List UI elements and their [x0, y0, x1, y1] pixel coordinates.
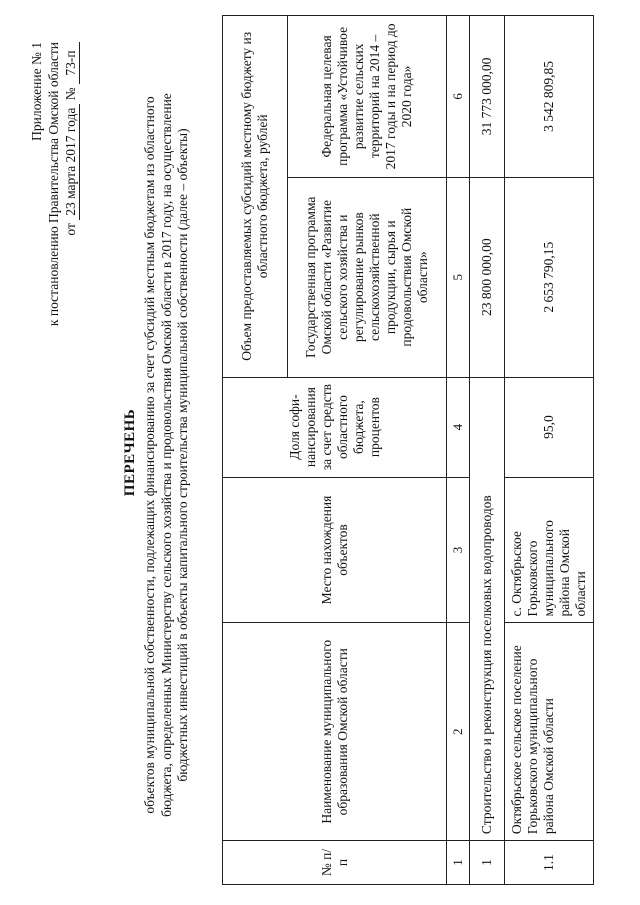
- section-federal-total: 31 773 000,00: [470, 16, 505, 178]
- column-number-row: [447, 16, 470, 885]
- row-location: с. Октябрьское Горьковского муниципального района Омской области: [505, 477, 594, 623]
- col-number: 4: [447, 377, 470, 477]
- annex-block: [28, 42, 80, 326]
- annex-date-line: [62, 42, 80, 326]
- annex-title: Приложение № 1: [29, 42, 44, 141]
- col-number: 6: [447, 16, 470, 178]
- objects-table: [222, 15, 594, 885]
- row-federal: 3 542 809,85: [505, 16, 594, 178]
- row-municipality: Октябрьское сельское поселение Горьковского муниципального района Омской области: [505, 623, 594, 841]
- annex-date: 23 марта 2017 года: [62, 104, 80, 220]
- document-title: ПЕРЕЧЕНЬ: [122, 408, 138, 497]
- table-header-row: [223, 16, 288, 885]
- header-program-regional: Государственная программа Омской области «Развитие сельского хозяйства и регулирование рынков сельскохозяйственной продукции, сырья и продовольствия Омской области»: [288, 177, 447, 377]
- header-program-federal: Федеральная целевая программа «Устойчивое развитие сельских территорий на 2014 – 2017 годы и на период до 2020 года»: [288, 16, 447, 178]
- section-row: [470, 16, 505, 885]
- annex-number: 73-п: [62, 42, 80, 84]
- col-number: 1: [447, 841, 470, 885]
- section-num: 1: [470, 841, 505, 885]
- header-location: Место нахождения объектов: [223, 477, 447, 623]
- header-municipality: Наименование муниципального образования Омской области: [223, 623, 447, 841]
- header-volume: Объем предоставляемых субсидий местному бюджету из областного бюджета, рублей: [223, 16, 288, 378]
- row-num: 1.1: [505, 841, 594, 885]
- document-subtitle: объектов муниципальной собственности, подлежащих финансированию за счет субсидий местным бюджетам из областного бюджета, определенных Министерству сельского хозяйства и продовольствия Омской области в 2017 году, на осуществление бюджетных инвестиций в объекты капитального строительства муниципальной собственности (далее – объекты): [142, 93, 190, 817]
- annex-from-label: от: [63, 223, 78, 236]
- header-num: № п/п: [223, 841, 447, 885]
- table-row: [505, 16, 594, 885]
- annex-no-label: №: [63, 87, 78, 101]
- col-number: 2: [447, 623, 470, 841]
- row-share: 95,0: [505, 377, 594, 477]
- annex-line: к постановлению Правительства Омской области: [46, 42, 61, 327]
- section-title: Строительство и реконструкция поселковых водопроводов: [470, 377, 505, 840]
- header-share: Доля софи-нансирования за счет средств областного бюджета, процентов: [223, 377, 447, 477]
- col-number: 5: [447, 177, 470, 377]
- col-number: 3: [447, 477, 470, 623]
- section-regional-total: 23 800 000,00: [470, 177, 505, 377]
- row-regional: 2 653 790,15: [505, 177, 594, 377]
